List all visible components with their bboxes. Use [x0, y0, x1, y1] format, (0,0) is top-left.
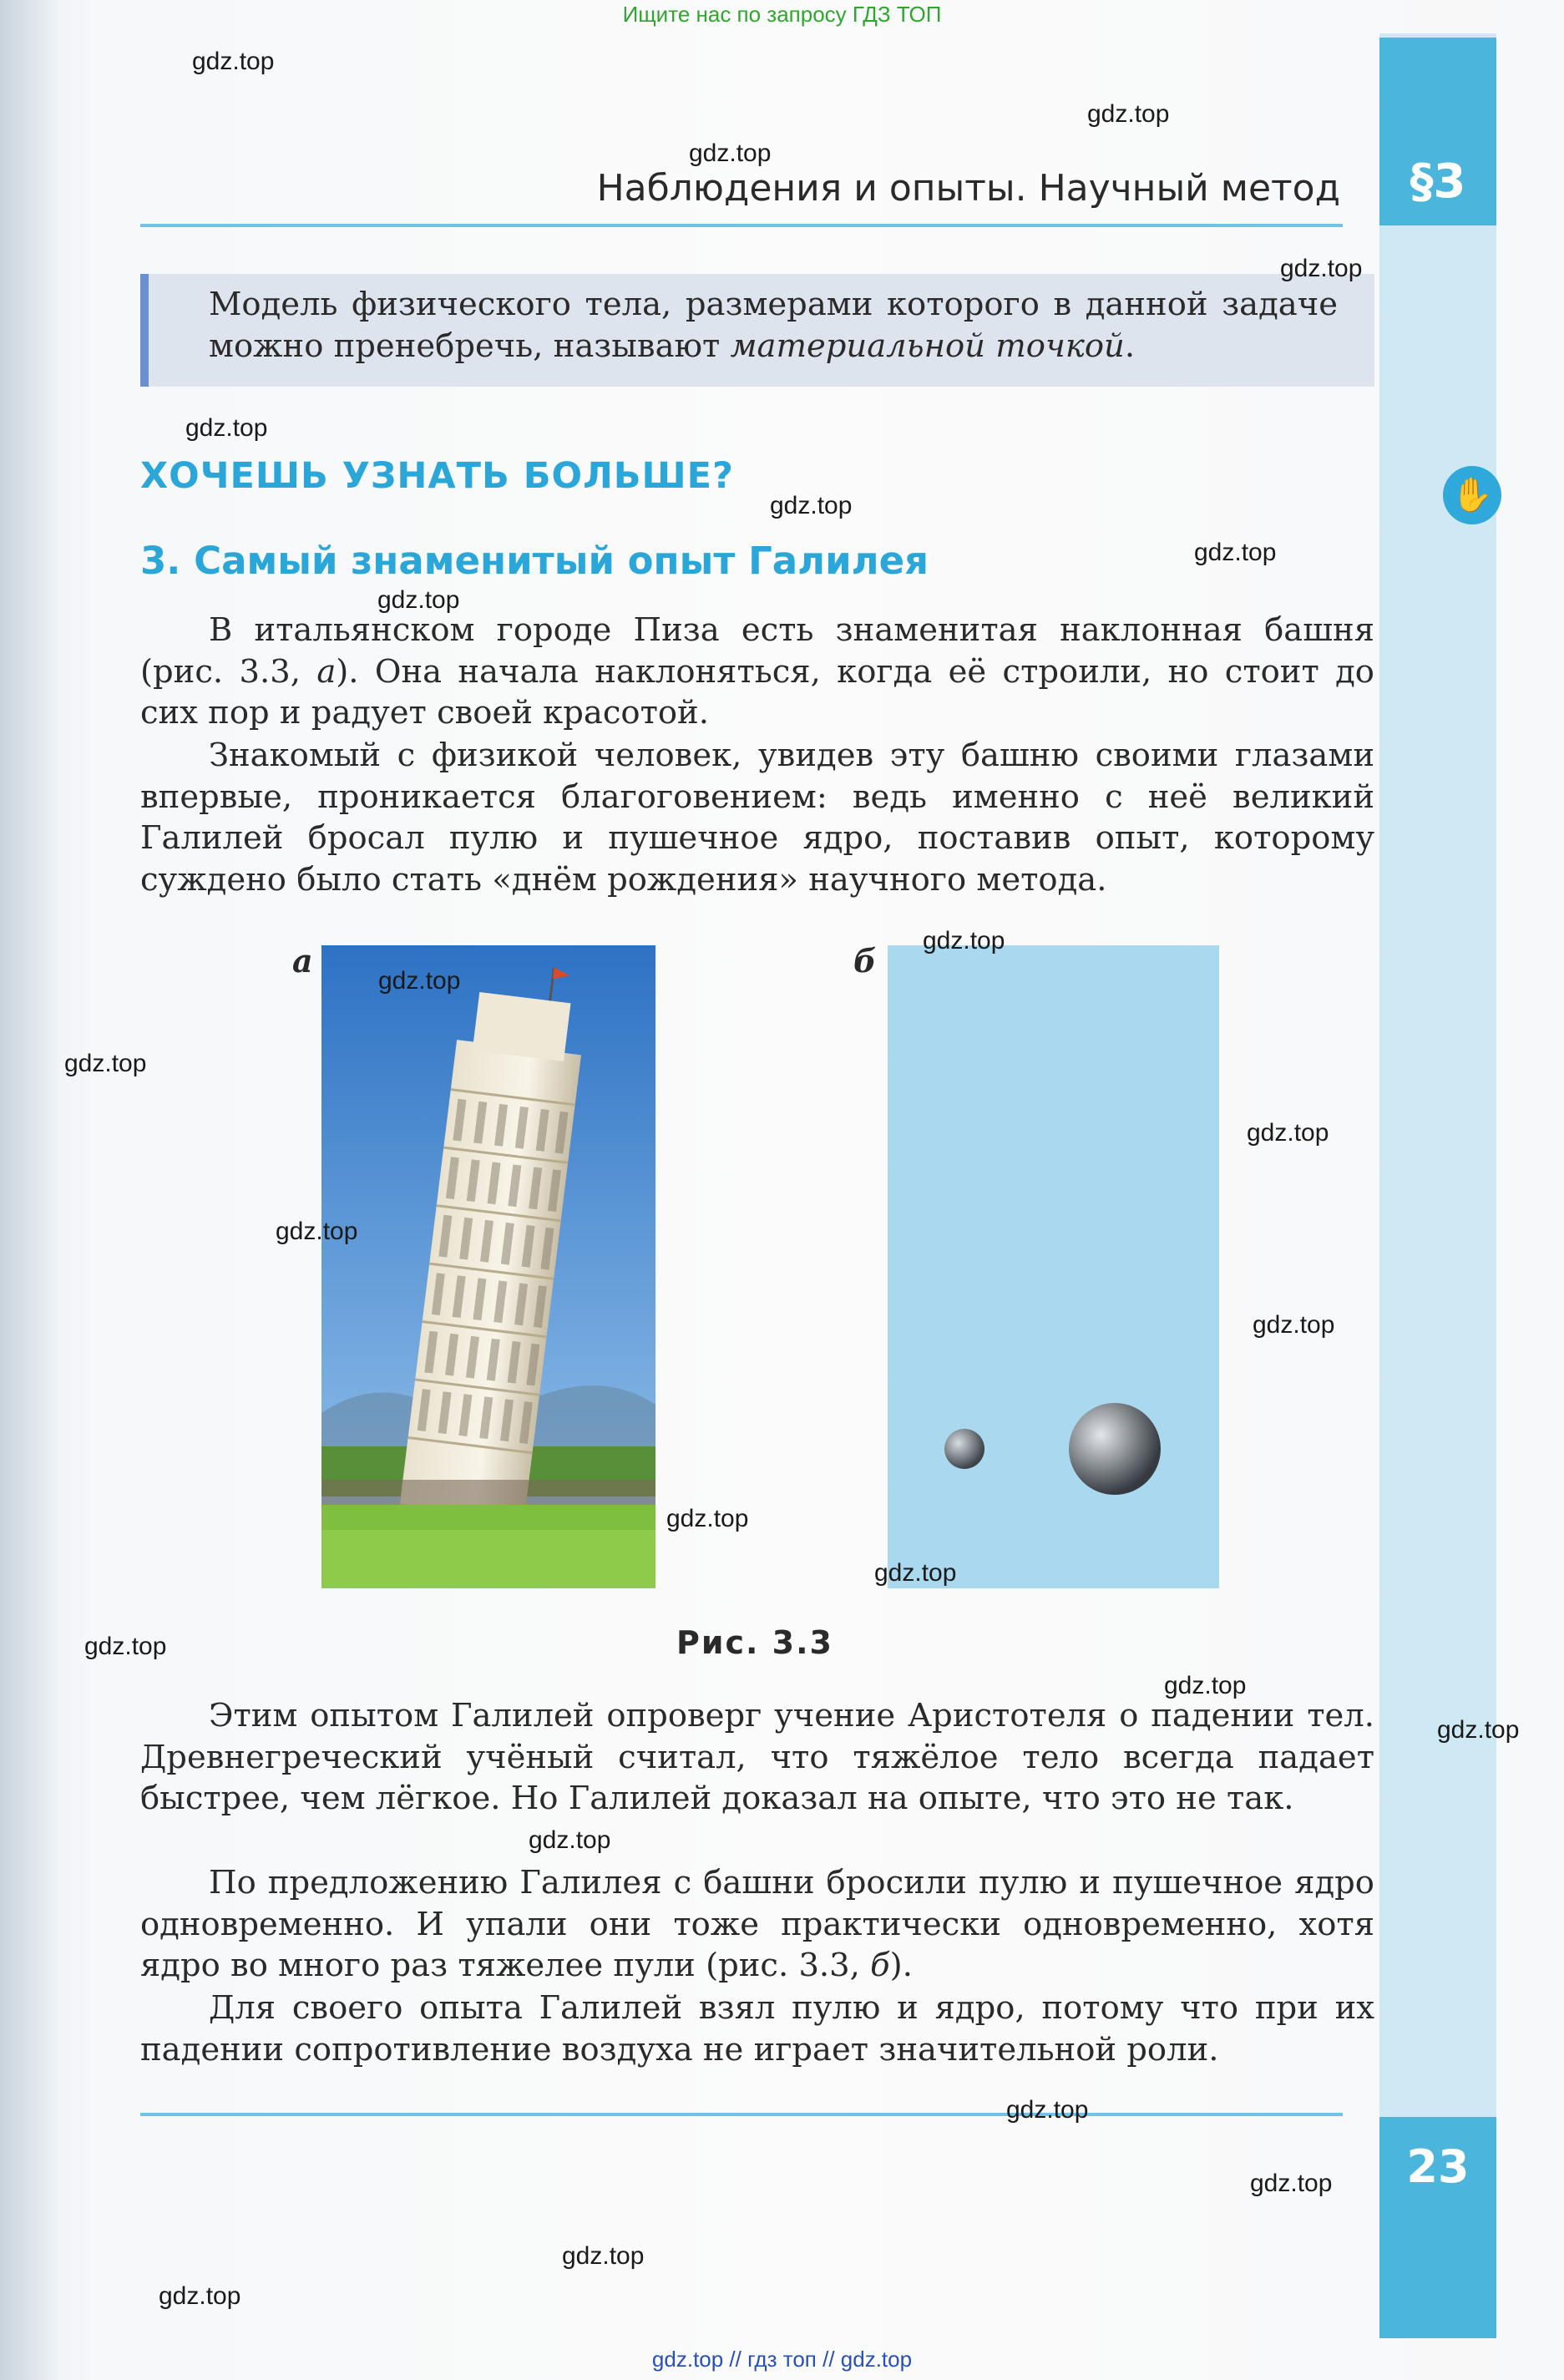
watermark: gdz.top [874, 1559, 957, 1587]
paragraph-3: Этим опытом Галилей опроверг учение Аристотеля о падении тел. Древнегреческий учёный считал, что тяжёлое тело всегда падает быстрее, чем лёгкое. Но Галилей доказал на опыте, что это не так. [140, 1697, 1374, 1817]
watermark: gdz.top [1164, 1672, 1247, 1699]
watermark: gdz.top [923, 927, 1005, 955]
watermark: gdz.top [1280, 255, 1363, 282]
book-spine-shadow [0, 0, 58, 2380]
section-heading: 3. Самый знаменитый опыт Галилея [140, 539, 929, 583]
header-rule [140, 224, 1343, 227]
watermark: gdz.top [159, 2282, 241, 2310]
figure-caption: Рис. 3.3 [676, 1624, 833, 1661]
bottom-banner[interactable]: gdz.top // гдз топ // gdz.top [651, 2347, 913, 2372]
section-tab-label: §3 [1410, 154, 1466, 209]
more-info-heading: ХОЧЕШЬ УЗНАТЬ БОЛЬШЕ? [140, 455, 734, 497]
paragraph-4: По предложению Галилея с башни бросили пулю и пушечное ядро одновременно. И упали они тоже практически одновременно, хотя ядро во много раз тяжелее пули (рис. 3.3, б). [140, 1864, 1374, 1984]
watermark: gdz.top [1194, 539, 1277, 566]
bullet-ball [944, 1429, 984, 1469]
definition-text: Модель физического тела, размерами которого в данной задаче можно пренебречь, называют материальной точкой. [209, 286, 1338, 365]
watermark: gdz.top [1006, 2096, 1089, 2124]
watermark: gdz.top [1437, 1716, 1520, 1744]
top-banner[interactable]: Ищите нас по запросу ГДЗ ТОП [622, 2, 942, 27]
watermark: gdz.top [192, 48, 275, 75]
thumbs-up-icon: ✋ [1443, 466, 1501, 524]
cannonball [1069, 1403, 1161, 1495]
watermark: gdz.top [529, 1826, 611, 1854]
paragraph-5: Для своего опыта Галилей взял пулю и ядро, потому что при их падении сопротивление воздуха не играет значительной роли. [140, 1989, 1374, 2069]
watermark: gdz.top [276, 1218, 358, 1245]
page-header-title: Наблюдения и опыты. Научный метод [596, 167, 1340, 210]
footer-rule [140, 2113, 1343, 2116]
watermark: gdz.top [1247, 1119, 1329, 1147]
watermark: gdz.top [64, 1050, 147, 1077]
watermark: gdz.top [562, 2242, 645, 2270]
watermark: gdz.top [770, 492, 853, 519]
figure-label-a: а [292, 942, 313, 980]
page-number: 23 [1406, 2140, 1470, 2193]
pisa-tower-photo [321, 945, 655, 1588]
right-margin-band [1379, 33, 1496, 2338]
watermark: gdz.top [666, 1505, 749, 1532]
figure-label-b: б [853, 942, 877, 980]
watermark: gdz.top [1253, 1311, 1335, 1339]
paragraph-2: Знакомый с физикой человек, увидев эту башню своими глазами впервые, проникается благоговением: ведь именно с неё великий Галилей бросал пулю и пушечное ядро, поставив опыт, которому суждено было стать «днём рождения» научного метода. [140, 737, 1374, 899]
falling-bodies-diagram [888, 945, 1219, 1588]
paragraph-1: В итальянском городе Пиза есть знаменитая наклонная башня (рис. 3.3, а). Она начала наклоняться, когда её строили, но стоит до сих пор и радует своей красотой. [140, 611, 1374, 732]
watermark: gdz.top [185, 414, 268, 442]
watermark: gdz.top [689, 139, 772, 167]
watermark: gdz.top [84, 1633, 167, 1660]
watermark: gdz.top [377, 586, 460, 614]
watermark: gdz.top [378, 967, 461, 995]
watermark: gdz.top [1087, 100, 1170, 128]
watermark: gdz.top [1250, 2170, 1333, 2197]
